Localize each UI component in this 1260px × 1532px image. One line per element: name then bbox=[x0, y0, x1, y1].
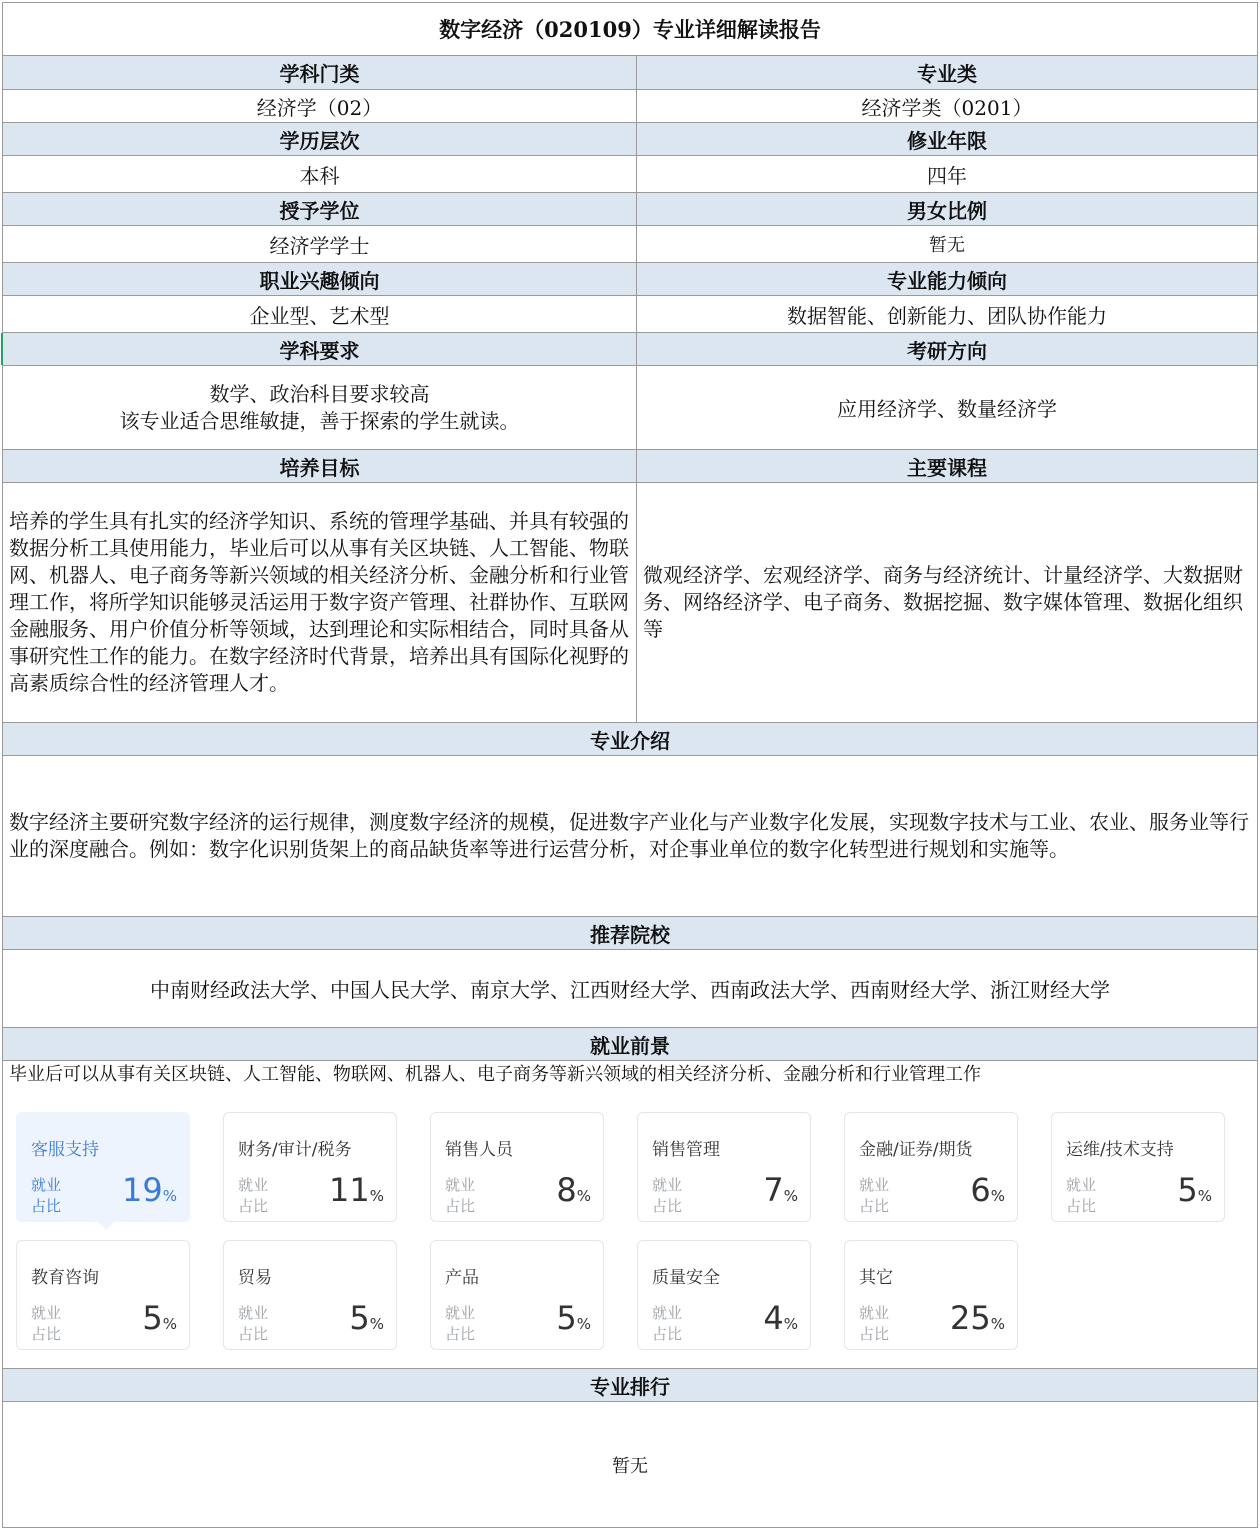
header-row-1 bbox=[3, 56, 1257, 90]
value-schools-row bbox=[3, 950, 1257, 1028]
value-row-2 bbox=[3, 156, 1257, 193]
employment-cards bbox=[16, 1112, 1246, 1354]
label-major-class: 专业类 bbox=[917, 62, 977, 86]
value-postgrad-direction: 应用经济学、数量经济学 bbox=[837, 397, 1057, 421]
label-subject-requirement: 学科要求 bbox=[3, 333, 637, 365]
value-intro-row bbox=[3, 756, 1257, 917]
job-card[interactable] bbox=[844, 1112, 1018, 1222]
job-percent: 19% bbox=[122, 1171, 177, 1209]
job-percent: 25% bbox=[950, 1299, 1005, 1337]
job-percent: 5% bbox=[349, 1299, 384, 1337]
value-ranking: 暂无 bbox=[612, 1455, 648, 1477]
job-name: 其它 bbox=[859, 1268, 893, 1288]
job-card[interactable] bbox=[430, 1112, 604, 1222]
value-schools: 中南财经政法大学、中国人民大学、南京大学、江西财经大学、西南政法大学、西南财经大学、浙江财经大学 bbox=[150, 978, 1110, 1002]
job-percent: 4% bbox=[763, 1299, 798, 1337]
job-ratio-label: 就业 占比 bbox=[238, 1176, 269, 1215]
header-row-4 bbox=[3, 263, 1257, 296]
label-discipline: 学科门类 bbox=[3, 56, 637, 89]
job-card[interactable] bbox=[637, 1240, 811, 1350]
job-card[interactable] bbox=[223, 1112, 397, 1222]
job-name: 产品 bbox=[445, 1268, 479, 1288]
header-row-5 bbox=[3, 333, 1257, 366]
value-main-courses: 微观经济学、宏观经济学、商务与经济统计、计量经济学、大数据财务、网络经济学、电子商务、数据挖掘、数字媒体管理、数据化组织等 bbox=[643, 563, 1243, 641]
page-title: 数字经济（020109）专业详细解读报告 bbox=[439, 17, 821, 42]
job-card[interactable] bbox=[637, 1112, 811, 1222]
job-percent: 7% bbox=[763, 1171, 798, 1209]
job-ratio-label: 就业 占比 bbox=[31, 1176, 62, 1215]
job-card[interactable] bbox=[16, 1240, 190, 1350]
job-ratio-label: 就业 占比 bbox=[1066, 1176, 1097, 1215]
job-card[interactable] bbox=[844, 1240, 1018, 1350]
label-ability: 专业能力倾向 bbox=[887, 268, 1007, 293]
subject-requirement-line-2: 该专业适合思维敏捷，善于探索的学生就读。 bbox=[119, 408, 520, 433]
value-row-4 bbox=[3, 296, 1257, 333]
label-employment: 就业前景 bbox=[590, 1033, 670, 1058]
job-percent: 11% bbox=[329, 1171, 384, 1209]
header-ranking bbox=[3, 1369, 1257, 1402]
job-name: 教育咨询 bbox=[31, 1268, 99, 1288]
value-ability: 数据智能、创新能力、团队协作能力 bbox=[787, 303, 1107, 328]
job-ratio-label: 就业 占比 bbox=[445, 1304, 476, 1343]
employment-desc: 毕业后可以从事有关区块链、人工智能、物联网、机器人、电子商务等新兴领域的相关经济分析、金融分析和行业管理工作 bbox=[9, 1064, 981, 1085]
label-degree-level: 学历层次 bbox=[3, 123, 637, 155]
job-card[interactable] bbox=[430, 1240, 604, 1350]
job-name: 质量安全 bbox=[652, 1268, 720, 1288]
value-training-goal: 培养的学生具有扎实的经济学知识、系统的管理学基础、并具有较强的数据分析工具使用能力，毕业后可以从事有关区块链、人工智能、物联网、机器人、电子商务等新兴领域的相关经济分析、金融分析和行业管理工作，将所学知识能够灵活运用于数字资产管理、社群协作、互联网金融服务、用户价值分析等领域，达到理论和实际相结合，同时具备从事研究性工作的能力。在数字经济时代背景，培养出具有国际化视野的高素质综合性的经济管理人才。 bbox=[3, 483, 637, 722]
label-degree: 授予学位 bbox=[3, 193, 637, 225]
job-ratio-label: 就业 占比 bbox=[445, 1176, 476, 1215]
value-row-5 bbox=[3, 366, 1257, 450]
job-name: 贸易 bbox=[238, 1268, 272, 1288]
active-pointer bbox=[97, 1221, 115, 1230]
job-name: 销售人员 bbox=[445, 1140, 513, 1160]
job-name: 金融/证券/期货 bbox=[859, 1140, 973, 1160]
label-training-goal: 培养目标 bbox=[3, 450, 637, 482]
job-ratio-label: 就业 占比 bbox=[859, 1304, 890, 1343]
job-card[interactable] bbox=[16, 1112, 190, 1222]
job-percent: 6% bbox=[970, 1171, 1005, 1209]
job-name: 销售管理 bbox=[652, 1140, 720, 1160]
value-major-class: 经济学类（0201） bbox=[861, 95, 1033, 120]
header-row-2 bbox=[3, 123, 1257, 156]
label-career-interest: 职业兴趣倾向 bbox=[3, 263, 637, 295]
value-intro: 数字经济主要研究数字经济的运行规律，测度数字经济的规模，促进数字产业化与产业数字化发展，实现数字技术与工业、农业、服务业等行业的深度融合。例如：数字化识别货架上的商品缺货率等进行运营分析，对企事业单位的数字化转型进行规划和实施等。 bbox=[9, 810, 1249, 861]
job-percent: 8% bbox=[556, 1171, 591, 1209]
label-intro: 专业介绍 bbox=[590, 728, 670, 753]
value-duration: 四年 bbox=[927, 163, 967, 188]
value-row-6 bbox=[3, 483, 1257, 723]
header-intro bbox=[3, 723, 1257, 756]
job-name: 运维/技术支持 bbox=[1066, 1140, 1174, 1160]
job-card[interactable] bbox=[1051, 1112, 1225, 1222]
header-row-6 bbox=[3, 450, 1257, 483]
value-row-1 bbox=[3, 90, 1257, 123]
label-duration: 修业年限 bbox=[907, 128, 987, 153]
job-card[interactable] bbox=[223, 1240, 397, 1350]
job-ratio-label: 就业 占比 bbox=[652, 1176, 683, 1215]
label-gender-ratio: 男女比例 bbox=[907, 198, 987, 223]
label-ranking: 专业排行 bbox=[590, 1374, 670, 1399]
subject-requirement-line-1: 数学、政治科目要求较高 bbox=[209, 381, 430, 406]
header-schools bbox=[3, 917, 1257, 950]
title-row bbox=[3, 3, 1257, 56]
label-schools: 推荐院校 bbox=[590, 922, 670, 947]
value-subject-requirement bbox=[3, 366, 637, 449]
value-gender-ratio: 暂无 bbox=[929, 235, 965, 256]
value-discipline: 经济学（02） bbox=[3, 90, 637, 122]
job-percent: 5% bbox=[556, 1299, 591, 1337]
value-row-3 bbox=[3, 226, 1257, 263]
label-postgrad-direction: 考研方向 bbox=[907, 338, 987, 363]
label-main-courses: 主要课程 bbox=[907, 455, 987, 480]
job-percent: 5% bbox=[1177, 1171, 1212, 1209]
job-ratio-label: 就业 占比 bbox=[238, 1304, 269, 1343]
job-ratio-label: 就业 占比 bbox=[859, 1176, 890, 1215]
value-degree-level: 本科 bbox=[3, 156, 637, 192]
header-employment bbox=[3, 1028, 1257, 1061]
ranking-row bbox=[3, 1402, 1257, 1527]
job-name: 客服支持 bbox=[31, 1140, 99, 1160]
value-career-interest: 企业型、艺术型 bbox=[3, 296, 637, 332]
job-ratio-label: 就业 占比 bbox=[652, 1304, 683, 1343]
job-name: 财务/审计/税务 bbox=[238, 1140, 352, 1160]
header-row-3 bbox=[3, 193, 1257, 226]
job-percent: 5% bbox=[142, 1299, 177, 1337]
value-degree: 经济学学士 bbox=[3, 226, 637, 262]
job-ratio-label: 就业 占比 bbox=[31, 1304, 62, 1343]
